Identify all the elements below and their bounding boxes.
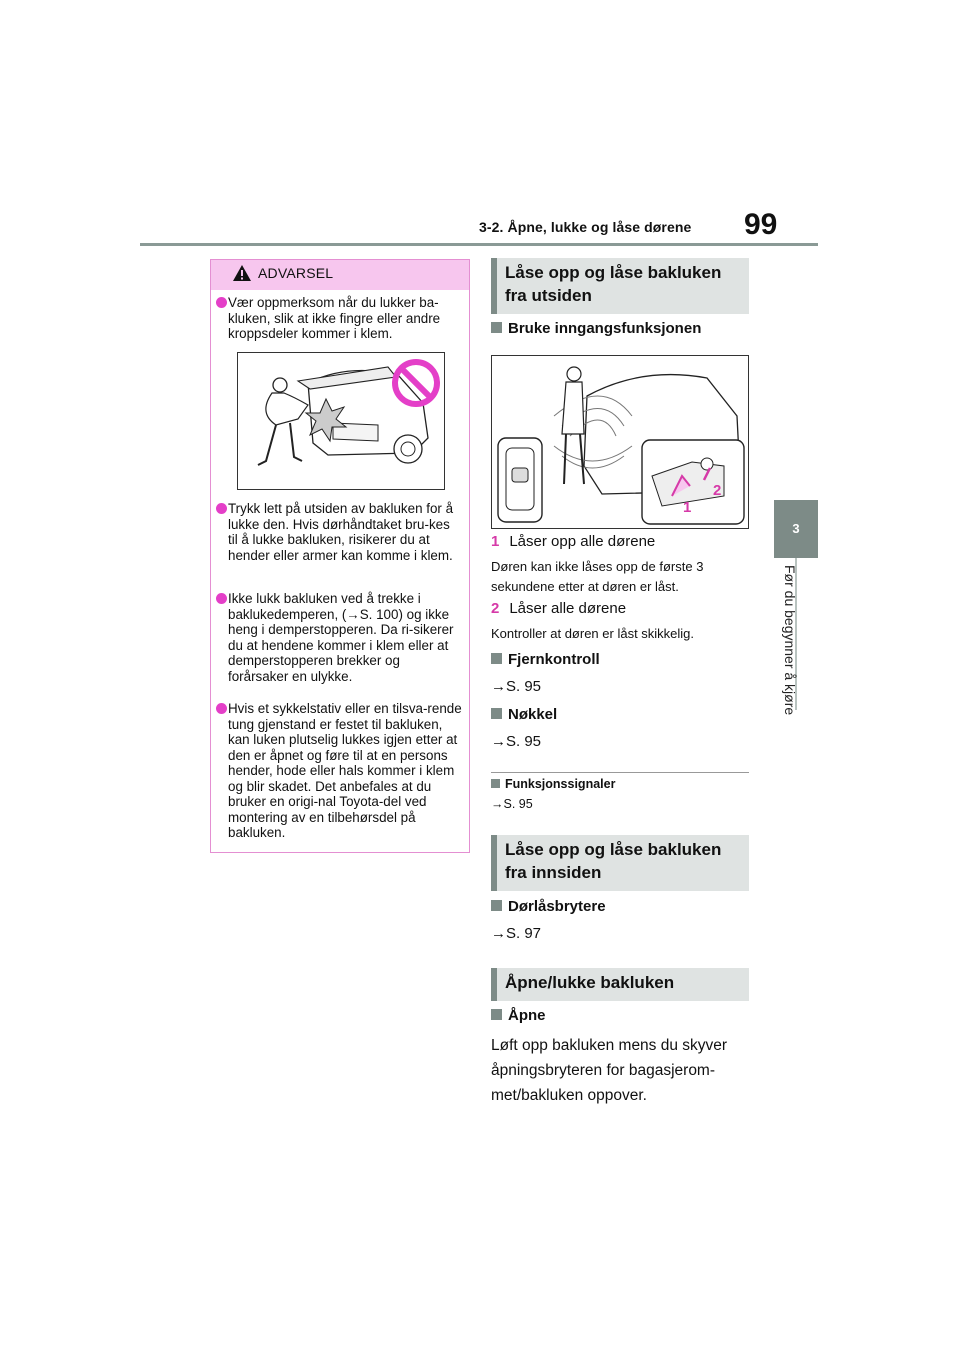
section-banner-inside: Låse opp og låse bakluken fra innsiden <box>491 835 749 891</box>
section-banner-outside: Låse opp og låse bakluken fra utsiden <box>491 258 749 314</box>
smart-key-tailgate-diagram <box>492 356 748 528</box>
tailgate-pinch-illustration <box>238 353 444 489</box>
page-number: 99 <box>744 208 778 241</box>
subheading-entry-function: Bruke inngangsfunksjonen <box>491 320 701 337</box>
door-switch-page-ref[interactable]: →S. 97 <box>491 925 542 942</box>
subheading-key: Nøkkel <box>491 706 557 723</box>
open-instructions: Løft opp bakluken mens du skyver åpningsbryteren for bagasjerom- met/bakluken oppover. <box>491 1037 728 1104</box>
section-title: 3-2. Åpne, lukke og låse dørene <box>479 219 692 235</box>
warning-item: Ikke lukk bakluken ved å trekke i baklukedemperen, (→S. 100) og ikke heng i demperstopperen. Da ri-sikerer du at hendene kommer i klem eller at demperstopperen brekker og forårsaker en ulykke. <box>211 591 469 684</box>
entry-function-illustration <box>491 355 749 529</box>
bullet-icon <box>216 703 227 714</box>
warning-item: Vær oppmerksom når du lukker ba-kluken, slik at ikke fingre eller andre kroppsdeler kommer i klem. <box>211 295 469 342</box>
signals-page-ref[interactable]: →S. 95 <box>491 797 533 811</box>
chapter-tab-label: Før du begynner å kjøre <box>782 565 798 716</box>
subheading-remote: Fjernkontroll <box>491 651 600 668</box>
warning-title: ADVARSEL <box>258 265 334 281</box>
section-divider <box>491 772 749 773</box>
warning-item: Hvis et sykkelstativ eller en tilsva-rende tung gjenstand er festet til bakluken, kan luken plutselig lukkes igjen etter at den er åpnet og føre til at en persons hender, hode eller hals kommer i klem og blir skadet. Det anbefales at du bruker en origi-nal Toyota-del ved montering av en tilbehørsdel på bakluken. <box>211 701 469 841</box>
bullet-icon <box>216 593 227 604</box>
square-bullet-icon <box>491 779 500 788</box>
step-1-note: Døren kan ikke låses opp de første 3 sekundene etter at døren er låst. <box>491 559 704 594</box>
bullet-icon <box>216 503 227 514</box>
figure-label-2: 2 <box>713 482 722 499</box>
key-page-ref[interactable]: →S. 95 <box>491 733 542 750</box>
subheading-door-switch: Dørlåsbrytere <box>491 898 606 915</box>
warning-illustration <box>237 352 445 490</box>
figure-label-1: 1 <box>683 499 692 516</box>
remote-page-ref[interactable]: →S. 95 <box>491 678 542 695</box>
square-bullet-icon <box>491 900 502 911</box>
bullet-icon <box>216 297 227 308</box>
step-2-note: Kontroller at døren er låst skikkelig. <box>491 626 695 641</box>
square-bullet-icon <box>491 708 502 719</box>
square-bullet-icon <box>491 653 502 664</box>
step-2: 2 Låser alle dørene <box>491 600 627 617</box>
warning-item: Trykk lett på utsiden av bakluken for å lukke den. Hvis dørhåndtaket bru-kes til å lukke bakluken, risikerer du at hender eller armer kan komme i klem. <box>211 501 469 563</box>
chapter-tab[interactable]: 3 <box>774 500 818 558</box>
warning-header <box>211 260 469 290</box>
subheading-signals: Funksjonssignaler <box>491 777 615 791</box>
warning-box <box>210 259 470 853</box>
step-1: 1 Låser opp alle dørene <box>491 533 656 550</box>
section-banner-open-close: Åpne/lukke bakluken <box>491 968 749 1001</box>
subheading-open: Åpne <box>491 1007 546 1024</box>
warning-triangle-icon <box>232 264 252 282</box>
header-divider <box>140 243 818 246</box>
square-bullet-icon <box>491 322 502 333</box>
square-bullet-icon <box>491 1009 502 1020</box>
